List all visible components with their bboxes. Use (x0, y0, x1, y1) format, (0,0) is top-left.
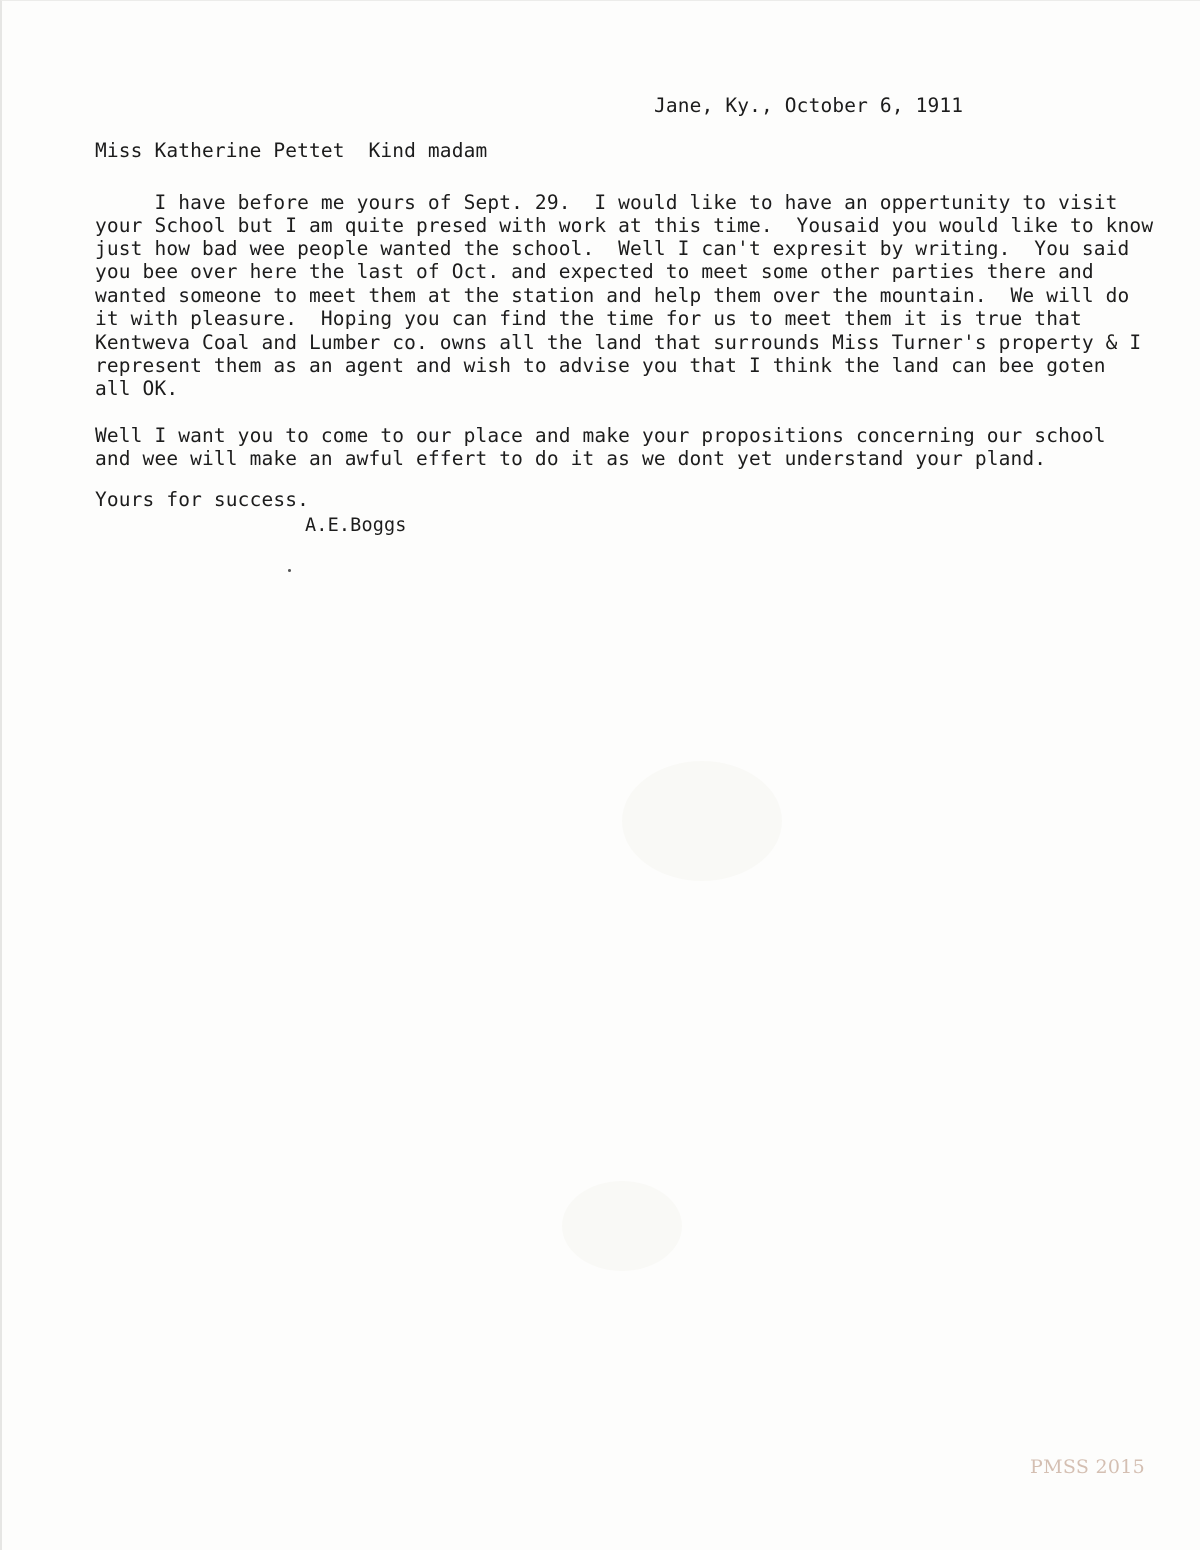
ink-speck (288, 569, 291, 572)
salutation: Miss Katherine Pettet Kind madam (95, 139, 488, 162)
body-line: I have before me yours of Sept. 29. I would like to have an oppertunity to visit (95, 191, 1118, 214)
body-line: Well I want you to come to our place and make your propositions concerning our school (95, 424, 1106, 447)
paper-stain (622, 761, 782, 881)
dateline: Jane, Ky., October 6, 1911 (654, 94, 964, 117)
paper-stain (562, 1181, 682, 1271)
body-line: and wee will make an awful effert to do it as we dont yet understand your pland. (95, 447, 1047, 470)
body-line: just how bad wee people wanted the school. Well I can't expresit by writing. You said (95, 237, 1130, 260)
signature: A.E.Boggs (305, 515, 407, 536)
closing: Yours for success. (95, 488, 310, 511)
body-line: wanted someone to meet them at the station and help them over the mountain. We will do (95, 284, 1130, 307)
body-line: your School but I am quite presed with work at this time. Yousaid you would like to know (95, 214, 1154, 237)
body-line: Kentweva Coal and Lumber co. owns all the land that surrounds Miss Turner's property & I (95, 331, 1142, 354)
body-line: all OK. (95, 377, 179, 400)
body-line: you bee over here the last of Oct. and expected to meet some other parties there and (95, 260, 1094, 283)
body-line: represent them as an agent and wish to advise you that I think the land can bee goten (95, 354, 1106, 377)
archive-watermark: PMSS 2015 (1030, 1456, 1146, 1478)
body-line: it with pleasure. Hoping you can find the time for us to meet them it is true that (95, 307, 1082, 330)
